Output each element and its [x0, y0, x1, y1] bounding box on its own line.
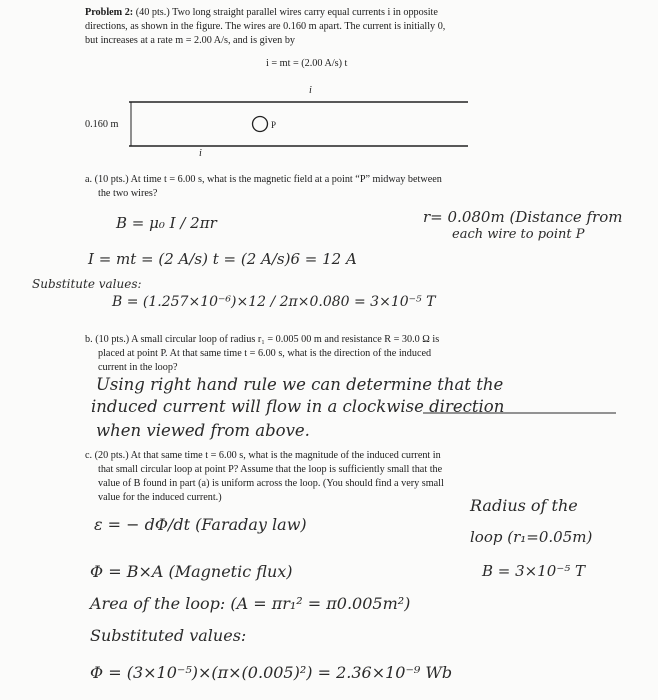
hw-current: I = mt = (2 A/s) t = (2 A/s)6 = 12 A: [88, 250, 357, 268]
hw-distance: r= 0.080m (Distance from: [423, 208, 623, 226]
current-label-bottom: i: [199, 148, 202, 159]
problem-line-1-text: Two long straight parallel wires carry equal currents i in opposite: [172, 7, 438, 18]
part-c-line-2: that small circular loop at point P? Assume that the loop is sufficiently small that the: [98, 464, 443, 475]
hw-substitute: Substitute values:: [32, 277, 142, 291]
part-b-line-3: current in the loop?: [98, 362, 178, 373]
problem-line-2: directions, as shown in the figure. The wires are 0.160 m apart. The current is initially 0,: [85, 21, 446, 32]
hw-radius-2: loop (r₁=0.05m): [470, 528, 593, 546]
hw-flux: Φ = B×A (Magnetic flux): [90, 562, 293, 581]
part-c-label: c.: [85, 450, 93, 461]
part-b-question: (10 pts.) A small circular loop of radius r₁ = 0.005 00 m and resistance R = 30.0 Ω is: [95, 334, 440, 345]
hw-direction-1: Using right hand rule we can determine that the: [96, 375, 504, 394]
current-label-top: i: [309, 85, 312, 96]
problem-equation: i = mt = (2.00 A/s) t: [266, 58, 348, 69]
part-b-line-2: placed at point P. At that same time t = 6.00 s, what is the direction of the induced: [98, 348, 432, 359]
hw-direction-2: induced current will flow in a clockwise direction: [91, 397, 505, 416]
hw-substituted: Substituted values:: [90, 626, 247, 645]
point-p-label: P: [271, 120, 277, 130]
hw-emf: ε = − dΦ/dt (Faraday law): [94, 515, 307, 534]
part-a-line-2: the two wires?: [98, 188, 158, 199]
hw-direction-3: when viewed from above.: [96, 421, 310, 440]
part-c-line-4: value for the induced current.): [98, 492, 222, 503]
hw-distance-2: each wire to point P: [452, 227, 585, 242]
part-b-label: b.: [85, 334, 93, 345]
part-c-line-1: [85, 449, 441, 463]
hw-field-result: B = (1.257×10⁻⁶)×12 / 2π×0.080 = 3×10⁻⁵ T: [112, 294, 436, 310]
hw-b-value: B = 3×10⁻⁵ T: [482, 562, 586, 580]
distance-label: 0.160 m: [85, 119, 119, 130]
hw-radius-1: Radius of the: [470, 496, 578, 515]
problem-line-3: but increases at a rate m = 2.00 A/s, and is given by: [85, 35, 296, 46]
part-c-question: (20 pts.) At that same time t = 6.00 s, what is the magnitude of the induced current in: [94, 450, 441, 461]
part-c-line-3: value of B found in part (a) is uniform across the loop. (You should find a very small: [98, 478, 444, 489]
part-a-label: a.: [85, 174, 93, 185]
hw-area: Area of the loop: (A = πr₁² = π0.005m²): [90, 594, 411, 613]
problem-header: Problem 2:: [85, 7, 134, 18]
hw-flux-result: Φ = (3×10⁻⁵)×(π×(0.005)²) = 2.36×10⁻⁹ Wb: [90, 663, 453, 682]
hw-field-formula: B = μ₀ I / 2πr: [116, 214, 217, 232]
problem-points: (40 pts.): [135, 7, 170, 18]
part-a-question: (10 pts.) At time t = 6.00 s, what is the magnetic field at a point “P” midway between: [94, 174, 442, 185]
